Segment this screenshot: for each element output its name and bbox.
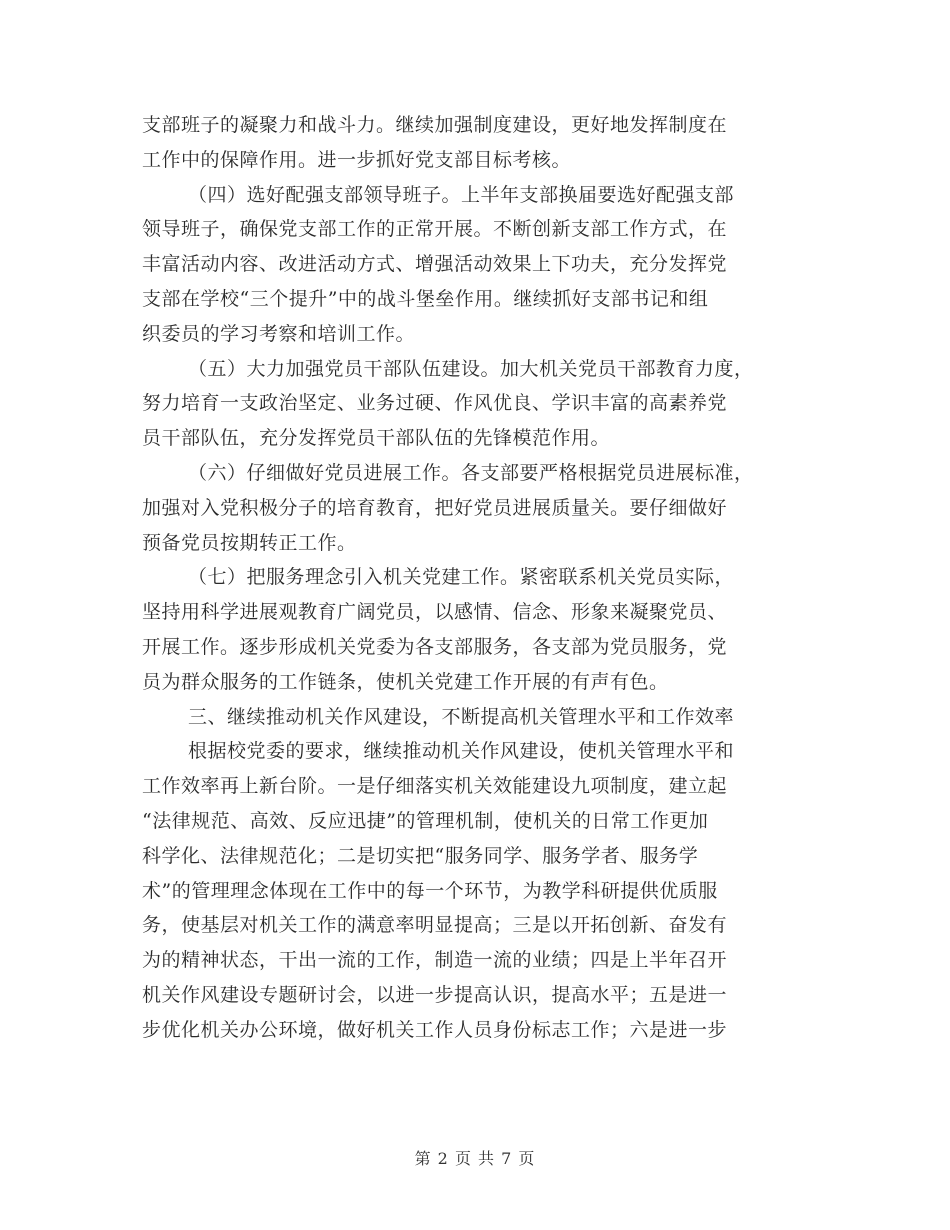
text-line: 努力培育一支政治坚定、业务过硬、作风优良、学识丰富的高素养党 (142, 392, 728, 415)
text-line: 预备党员按期转正工作。 (142, 531, 357, 554)
text-line: 根据校党委的要求，继续推动机关作风建设，使机关管理水平和 (188, 740, 735, 763)
text-line: 三、继续推动机关作风建设，不断提高机关管理水平和工作效率 (188, 705, 735, 728)
text-line: 领导班子，确保党支部工作的正常开展。不断创新支部工作方式，在 (142, 218, 728, 241)
text-line: 工作中的保障作用。进一步抓好党支部目标考核。 (142, 148, 572, 171)
text-line: 支部在学校“三个提升”中的战斗堡垒作用。继续抓好支部书记和组 (142, 287, 709, 310)
document-body (142, 108, 812, 1048)
text-line: （五）大力加强党员干部队伍建设。加大机关党员干部教育力度， (188, 357, 754, 380)
text-line: 开展工作。逐步形成机关党委为各支部服务，各支部为党员服务，党 (142, 635, 728, 658)
text-line: 为的精神状态，干出一流的工作，制造一流的业绩；四是上半年召开 (142, 949, 728, 972)
text-line: 支部班子的凝聚力和战斗力。继续加强制度建设，更好地发挥制度在 (142, 114, 728, 136)
text-line: 员为群众服务的工作链条，使机关党建工作开展的有声有色。 (142, 670, 669, 693)
text-line: 加强对入党积极分子的培育教育，把好党员进展质量关。要仔细做好 (142, 496, 728, 519)
page-footer: 第 2 页 共 7 页 (414, 1149, 536, 1168)
text-line: 员干部队伍，充分发挥党员干部队伍的先锋模范作用。 (142, 427, 611, 450)
text-line: 科学化、法律规范化；二是切实把“服务同学、服务学者、服务学 (142, 844, 699, 867)
text-line: “法律规范、高效、反应迅捷”的管理机制，使机关的日常工作更加 (142, 809, 709, 832)
text-line: 坚持用科学进展观教育广阔党员，以感情、信念、形象来凝聚党员、 (142, 601, 728, 624)
text-line: （七）把服务理念引入机关党建工作。紧密联系机关党员实际， (188, 566, 735, 589)
text-line: 务，使基层对机关工作的满意率明显提高；三是以开拓创新、奋发有 (142, 914, 728, 937)
text-line: 工作效率再上新台阶。一是仔细落实机关效能建设九项制度，建立起 (142, 775, 728, 798)
text-line: （六）仔细做好党员进展工作。各支部要严格根据党员进展标准， (188, 461, 754, 484)
text-line: 步优化机关办公环境，做好机关工作人员身份标志工作；六是进一步 (142, 1018, 728, 1041)
text-line: 机关作风建设专题研讨会，以进一步提高认识，提高水平；五是进一 (142, 983, 728, 1006)
text-line: 术”的管理理念体现在工作中的每一个环节，为教学科研提供优质服 (142, 879, 718, 902)
text-line: 织委员的学习考察和培训工作。 (142, 322, 416, 345)
text-line: 丰富活动内容、改进活动方式、增强活动效果上下功夫，充分发挥党 (142, 253, 728, 276)
text-line: （四）选好配强支部领导班子。上半年支部换届要选好配强支部 (188, 183, 735, 206)
